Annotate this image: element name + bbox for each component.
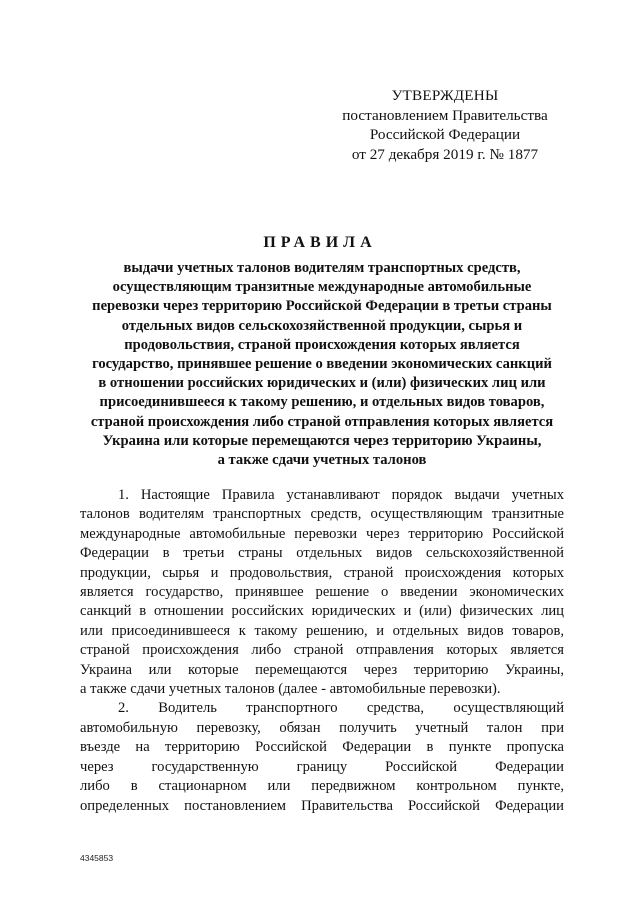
paragraph-line: 2. Водитель транспортного средства, осуществляющий — [118, 700, 564, 717]
document-number: 4345853 — [80, 853, 114, 863]
subtitle-line: а также сдачи учетных талонов — [217, 452, 427, 469]
paragraph-line: Федерации в третьи страны отдельных видов сельскохозяйственной — [80, 545, 564, 562]
document-title: ПРАВИЛА — [263, 234, 377, 251]
paragraph-line: либо в стационарном или передвижном контрольном пункте, — [80, 778, 564, 795]
approval-stamp — [330, 86, 560, 164]
paragraph-line: Украина или которые перемещаются через территорию Украины, — [80, 661, 564, 678]
subtitle-line: в отношении российских юридических и (или) физических лиц или — [98, 375, 546, 392]
document-body — [80, 486, 564, 816]
paragraph-line: автомобильную перевозку, обязан получить учетный талон при — [80, 719, 564, 736]
document-subtitle — [80, 259, 564, 470]
paragraph-line: талонов водителям транспортных средств, осуществляющим транзитные — [80, 506, 564, 523]
subtitle-line: отдельных видов сельскохозяйственной продукции, сырья и — [121, 317, 523, 334]
subtitle-line: выдачи учетных талонов водителям транспортных средств, — [123, 260, 521, 276]
subtitle-line: присоединившееся к такому решению, и отдельных видов товаров, — [99, 394, 545, 411]
subtitle-line: перевозки через территорию Российской Федерации в третьи страны — [92, 298, 552, 315]
subtitle-line: Украина или которые перемещаются через территорию Украины, — [102, 432, 542, 449]
subtitle-line: государство, принявшее решение о введении экономических санкций — [92, 356, 552, 373]
paragraph-1 — [80, 486, 564, 699]
paragraph-line: продукции, сырья и продовольствия, страной происхождения которых — [80, 564, 564, 581]
paragraph-line: а также сдачи учетных талонов (далее - автомобильные перевозки). — [80, 681, 501, 698]
paragraph-line: или присоединившееся к такому решению, и отдельных видов товаров, — [80, 622, 564, 639]
paragraph-line: 1. Настоящие Правила устанавливают порядок выдачи учетных — [118, 487, 564, 503]
approval-line-2: Российской Федерации — [369, 126, 521, 143]
subtitle-line: страной происхождения либо страной отправления которых является — [90, 413, 554, 430]
paragraph-line: страной происхождения либо страной отправления которых является — [80, 642, 564, 659]
paragraph-line: международные автомобильные перевозки через территорию Российской — [80, 525, 564, 542]
paragraph-line: через государственную границу Российской Федерации — [80, 758, 564, 775]
approval-line-3: от 27 декабря 2019 г. № 1877 — [351, 145, 539, 163]
approval-heading: УТВЕРЖДЕНЫ — [391, 87, 499, 104]
paragraph-line: определенных постановлением Правительства Российской Федерации — [80, 797, 564, 814]
paragraph-line: является государство, принявшее решение о введении экономических — [80, 584, 564, 601]
subtitle-line: продовольствия, страной происхождения которых является — [124, 336, 520, 353]
approval-line-1: постановлением Правительства — [342, 106, 548, 124]
paragraph-line: въезде на территорию Российской Федерации в пункте пропуска — [80, 739, 564, 756]
paragraph-line: санкций в отношении российских юридических и (или) физических лиц — [80, 603, 564, 620]
paragraph-2 — [80, 699, 564, 815]
subtitle-line: осуществляющим транзитные международные автомобильные — [112, 279, 532, 296]
